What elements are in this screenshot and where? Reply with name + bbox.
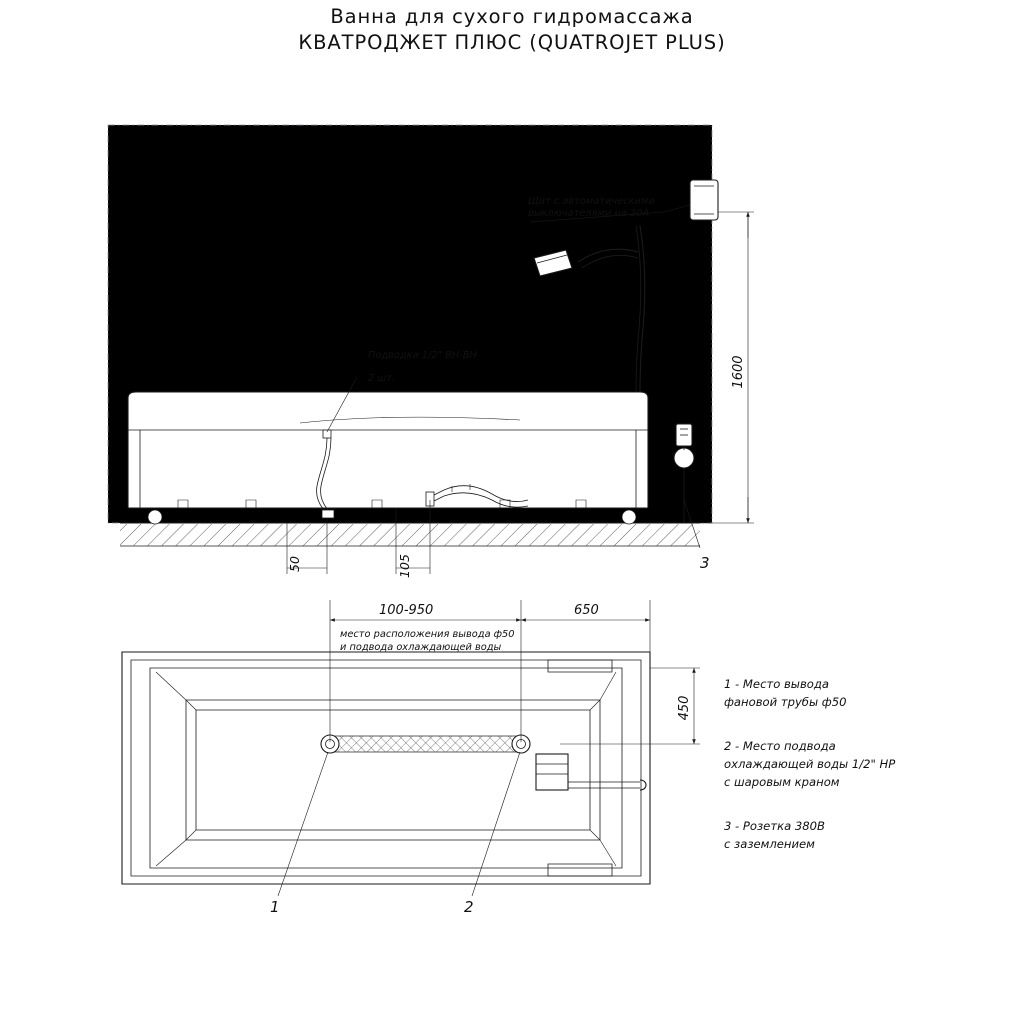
top-view-group xyxy=(122,600,700,916)
dim-650-label: 650 xyxy=(574,603,599,618)
side-view-group xyxy=(108,125,754,578)
dim-50-label: 50 xyxy=(287,556,302,572)
dim-100-950 xyxy=(330,603,521,620)
legend-item-2-line-2: охлаждающей воды 1/2" НР xyxy=(724,757,896,771)
dim-100-950-label: 100-950 xyxy=(379,603,434,618)
panel-note-line-1: Щит с автоматическими xyxy=(528,196,655,207)
outlet-note-line-1: место расположения вывода ф50 xyxy=(340,629,515,640)
mark-3-label: 3 xyxy=(700,554,710,572)
outlet-note-line-2: и подвода охлаждающей воды xyxy=(340,642,502,653)
panel-note-line-2: выключателями на 30А xyxy=(528,208,650,219)
mark-2-label: 2 xyxy=(464,898,474,916)
electric-panel xyxy=(690,180,718,220)
legend-item-2-line-3: с шаровым краном xyxy=(724,775,840,789)
dim-450-label: 450 xyxy=(677,695,692,721)
legend xyxy=(724,677,895,851)
panel-note xyxy=(528,196,655,219)
legend-item-1-line-1: 1 - Место вывода xyxy=(724,677,830,691)
dim-1600-label: 1600 xyxy=(731,355,746,389)
dim-105-label: 105 xyxy=(397,554,412,578)
legend-item-3-line-1: 3 - Розетка 380В xyxy=(724,819,825,833)
hose-mesh xyxy=(321,735,530,753)
supply-note-line-2: 2 шт. xyxy=(368,373,396,384)
bath-side-body xyxy=(128,392,648,524)
supply-note-line-1: Подводка 1/2" ВН-ВН xyxy=(368,350,477,361)
legend-item-1-line-2: фановой трубы ф50 xyxy=(724,695,847,709)
title-block xyxy=(0,4,1024,56)
legend-item-3-line-2: с заземлением xyxy=(724,837,815,851)
legend-item-2-line-1: 2 - Место подвода xyxy=(724,739,836,753)
title-line-2: КВАТРОДЖЕТ ПЛЮС (QUATROJET PLUS) xyxy=(298,31,726,54)
outlet-note xyxy=(340,629,515,653)
dim-650 xyxy=(521,603,650,620)
mark-1-label: 1 xyxy=(270,898,280,916)
title-line-1: Ванна для сухого гидромассажа xyxy=(330,5,694,28)
floor-hatch xyxy=(120,523,700,546)
